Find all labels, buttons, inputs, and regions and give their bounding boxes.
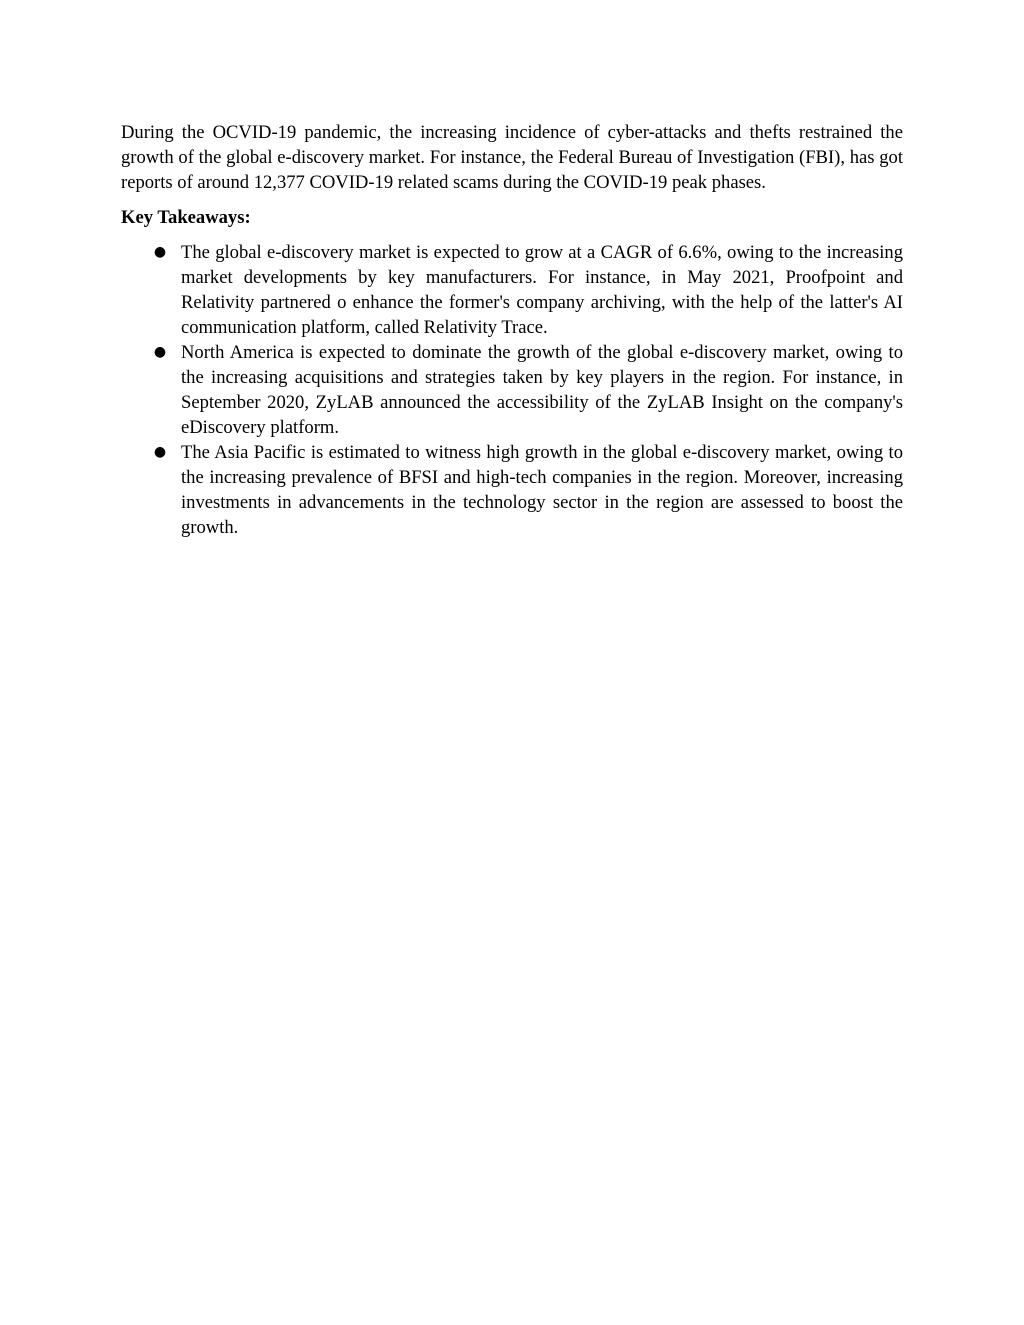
intro-paragraph: During the OCVID-19 pandemic, the increasing incidence of cyber-attacks and thefts restrained the growth of the global e-discovery market. For instance, the Federal Bureau of Investigation (FBI), has got reports of around 12,377 COVID-19 related scams during the COVID-19 peak phases. xyxy=(121,122,903,193)
list-item xyxy=(121,240,903,340)
list-item xyxy=(121,340,903,440)
bullet-icon: ● xyxy=(153,244,167,260)
list-item-text: North America is expected to dominate the growth of the global e-discovery market, owing to the increasing acquisitions and strategies taken by key players in the region. For instance, in September 2020, ZyLAB announced the accessibility of the ZyLAB Insight on the company's eDiscovery platform. xyxy=(181,342,903,438)
bullet-icon: ● xyxy=(153,444,167,460)
list-item xyxy=(121,440,903,540)
list-item-text: The global e-discovery market is expected to grow at a CAGR of 6.6%, owing to the increasing market developments by key manufacturers. For instance, in May 2021, Proofpoint and Relativity partnered o enhance the former's company archiving, with the help of the latter's AI communication platform, called Relativity Trace. xyxy=(181,242,903,338)
bullet-list xyxy=(121,240,903,540)
document-body xyxy=(121,120,903,540)
section-heading: Key Takeaways: xyxy=(121,207,251,228)
bullet-icon: ● xyxy=(153,344,167,360)
list-item-text: The Asia Pacific is estimated to witness high growth in the global e-discovery market, owing to the increasing prevalence of BFSI and high-tech companies in the region. Moreover, increasing investments in advancements in the technology sector in the region are assessed to boost the growth. xyxy=(181,442,903,538)
